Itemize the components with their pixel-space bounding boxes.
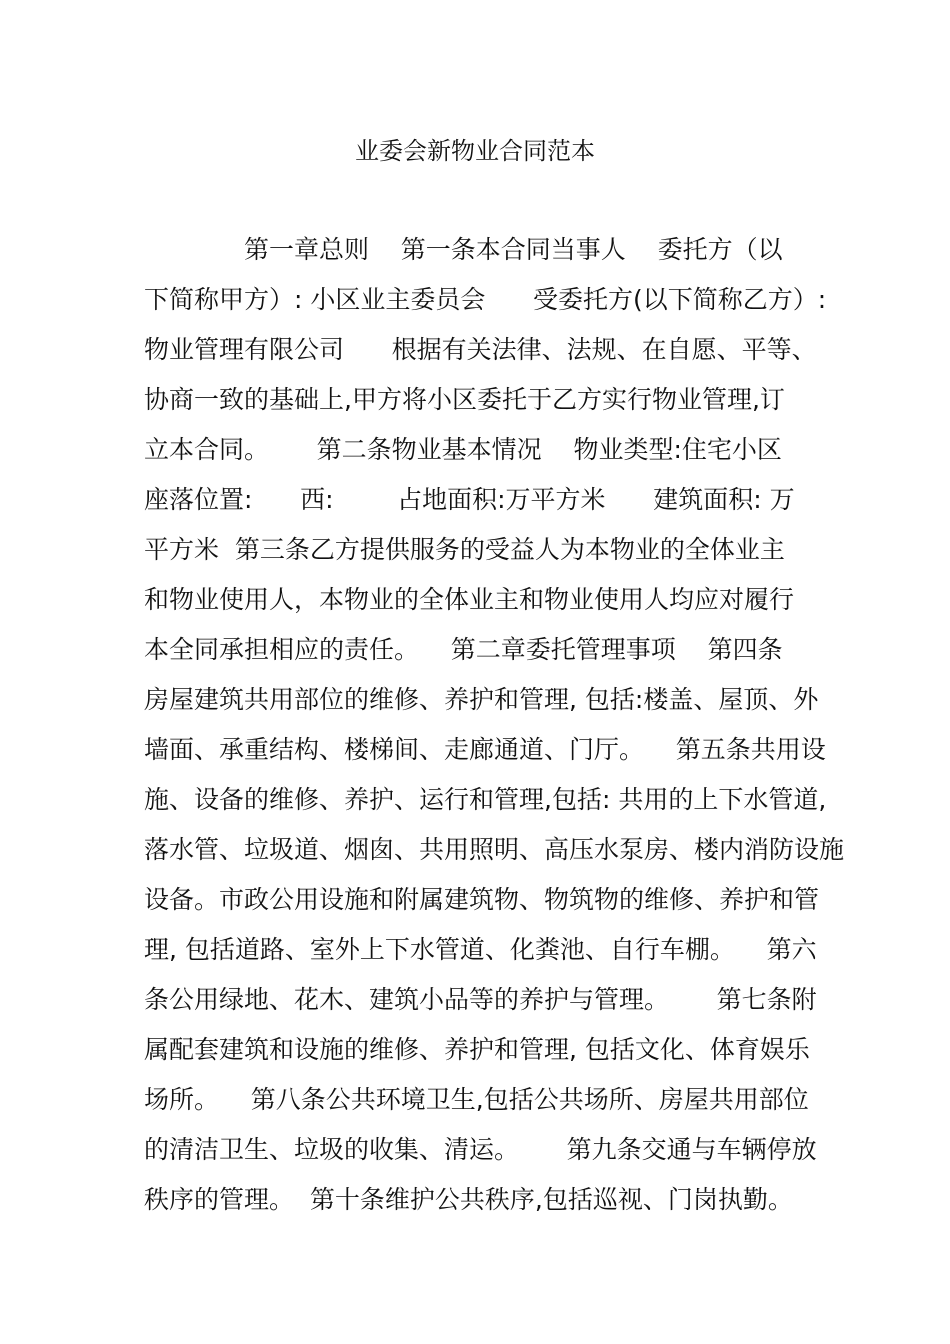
body-line: 立本合同。 第二条物业基本情况 物业类型:住宅小区 xyxy=(144,435,782,464)
body-line: 第一章总则 第一条本合同当事人 委托方（以 xyxy=(244,235,783,264)
body-line: 秩序的管理。 第十条维护公共秩序,包括巡视、门岗执勤。 xyxy=(144,1185,793,1214)
body-line: 属配套建筑和设施的维修、养护和管理, 包括文化、体育娱乐 xyxy=(144,1035,810,1064)
body-line: 下简称甲方）: 小区业主委员会 受委托方(以下简称乙方）: xyxy=(144,285,827,314)
body-line: 平方米 第三条乙方提供服务的受益人为本物业的全体业主 xyxy=(144,535,785,564)
body-line: 墙面、承重结构、楼梯间、走廊通道、门厅。 第五条共用设 xyxy=(144,735,826,764)
document-body xyxy=(144,230,845,1230)
body-line: 物业管理有限公司 根据有关法律、法规、在自愿、平等、 xyxy=(144,335,817,364)
body-line: 条公用绿地、花木、建筑小品等的养护与管理。 第七条附 xyxy=(144,985,817,1014)
body-line: 和物业使用人，本物业的全体业主和物业使用人均应对履行 xyxy=(144,585,795,614)
body-line: 本全同承担相应的责任。 第二章委托管理事项 第四条 xyxy=(144,635,783,664)
body-line: 理, 包括道路、室外上下水管道、化粪池、自行车棚。 第六 xyxy=(144,935,817,964)
body-line: 施、设备的维修、养护、运行和管理,包括: 共用的上下水管道, xyxy=(144,785,827,814)
body-line: 座落位置: 西: 占地面积:万平方米 建筑面积: 万 xyxy=(144,485,795,514)
body-line: 房屋建筑共用部位的维修、养护和管理, 包括:楼盖、屋顶、外 xyxy=(144,685,819,714)
body-line: 协商一致的基础上,甲方将小区委托于乙方实行物业管理,订 xyxy=(144,385,785,414)
document-title: 业委会新物业合同范本 xyxy=(355,137,595,165)
body-line: 落水管、垃圾道、烟囱、共用照明、高压水泵房、楼内消防设施 xyxy=(144,835,845,864)
body-line: 的清洁卫生、垃圾的收集、清运。 第九条交通与车辆停放 xyxy=(144,1135,817,1164)
body-line: 场所。 第八条公共环境卫生,包括公共场所、房屋共用部位 xyxy=(144,1085,809,1114)
body-line: 设备。市政公用设施和附属建筑物、物筑物的维修、养护和管 xyxy=(144,885,820,914)
